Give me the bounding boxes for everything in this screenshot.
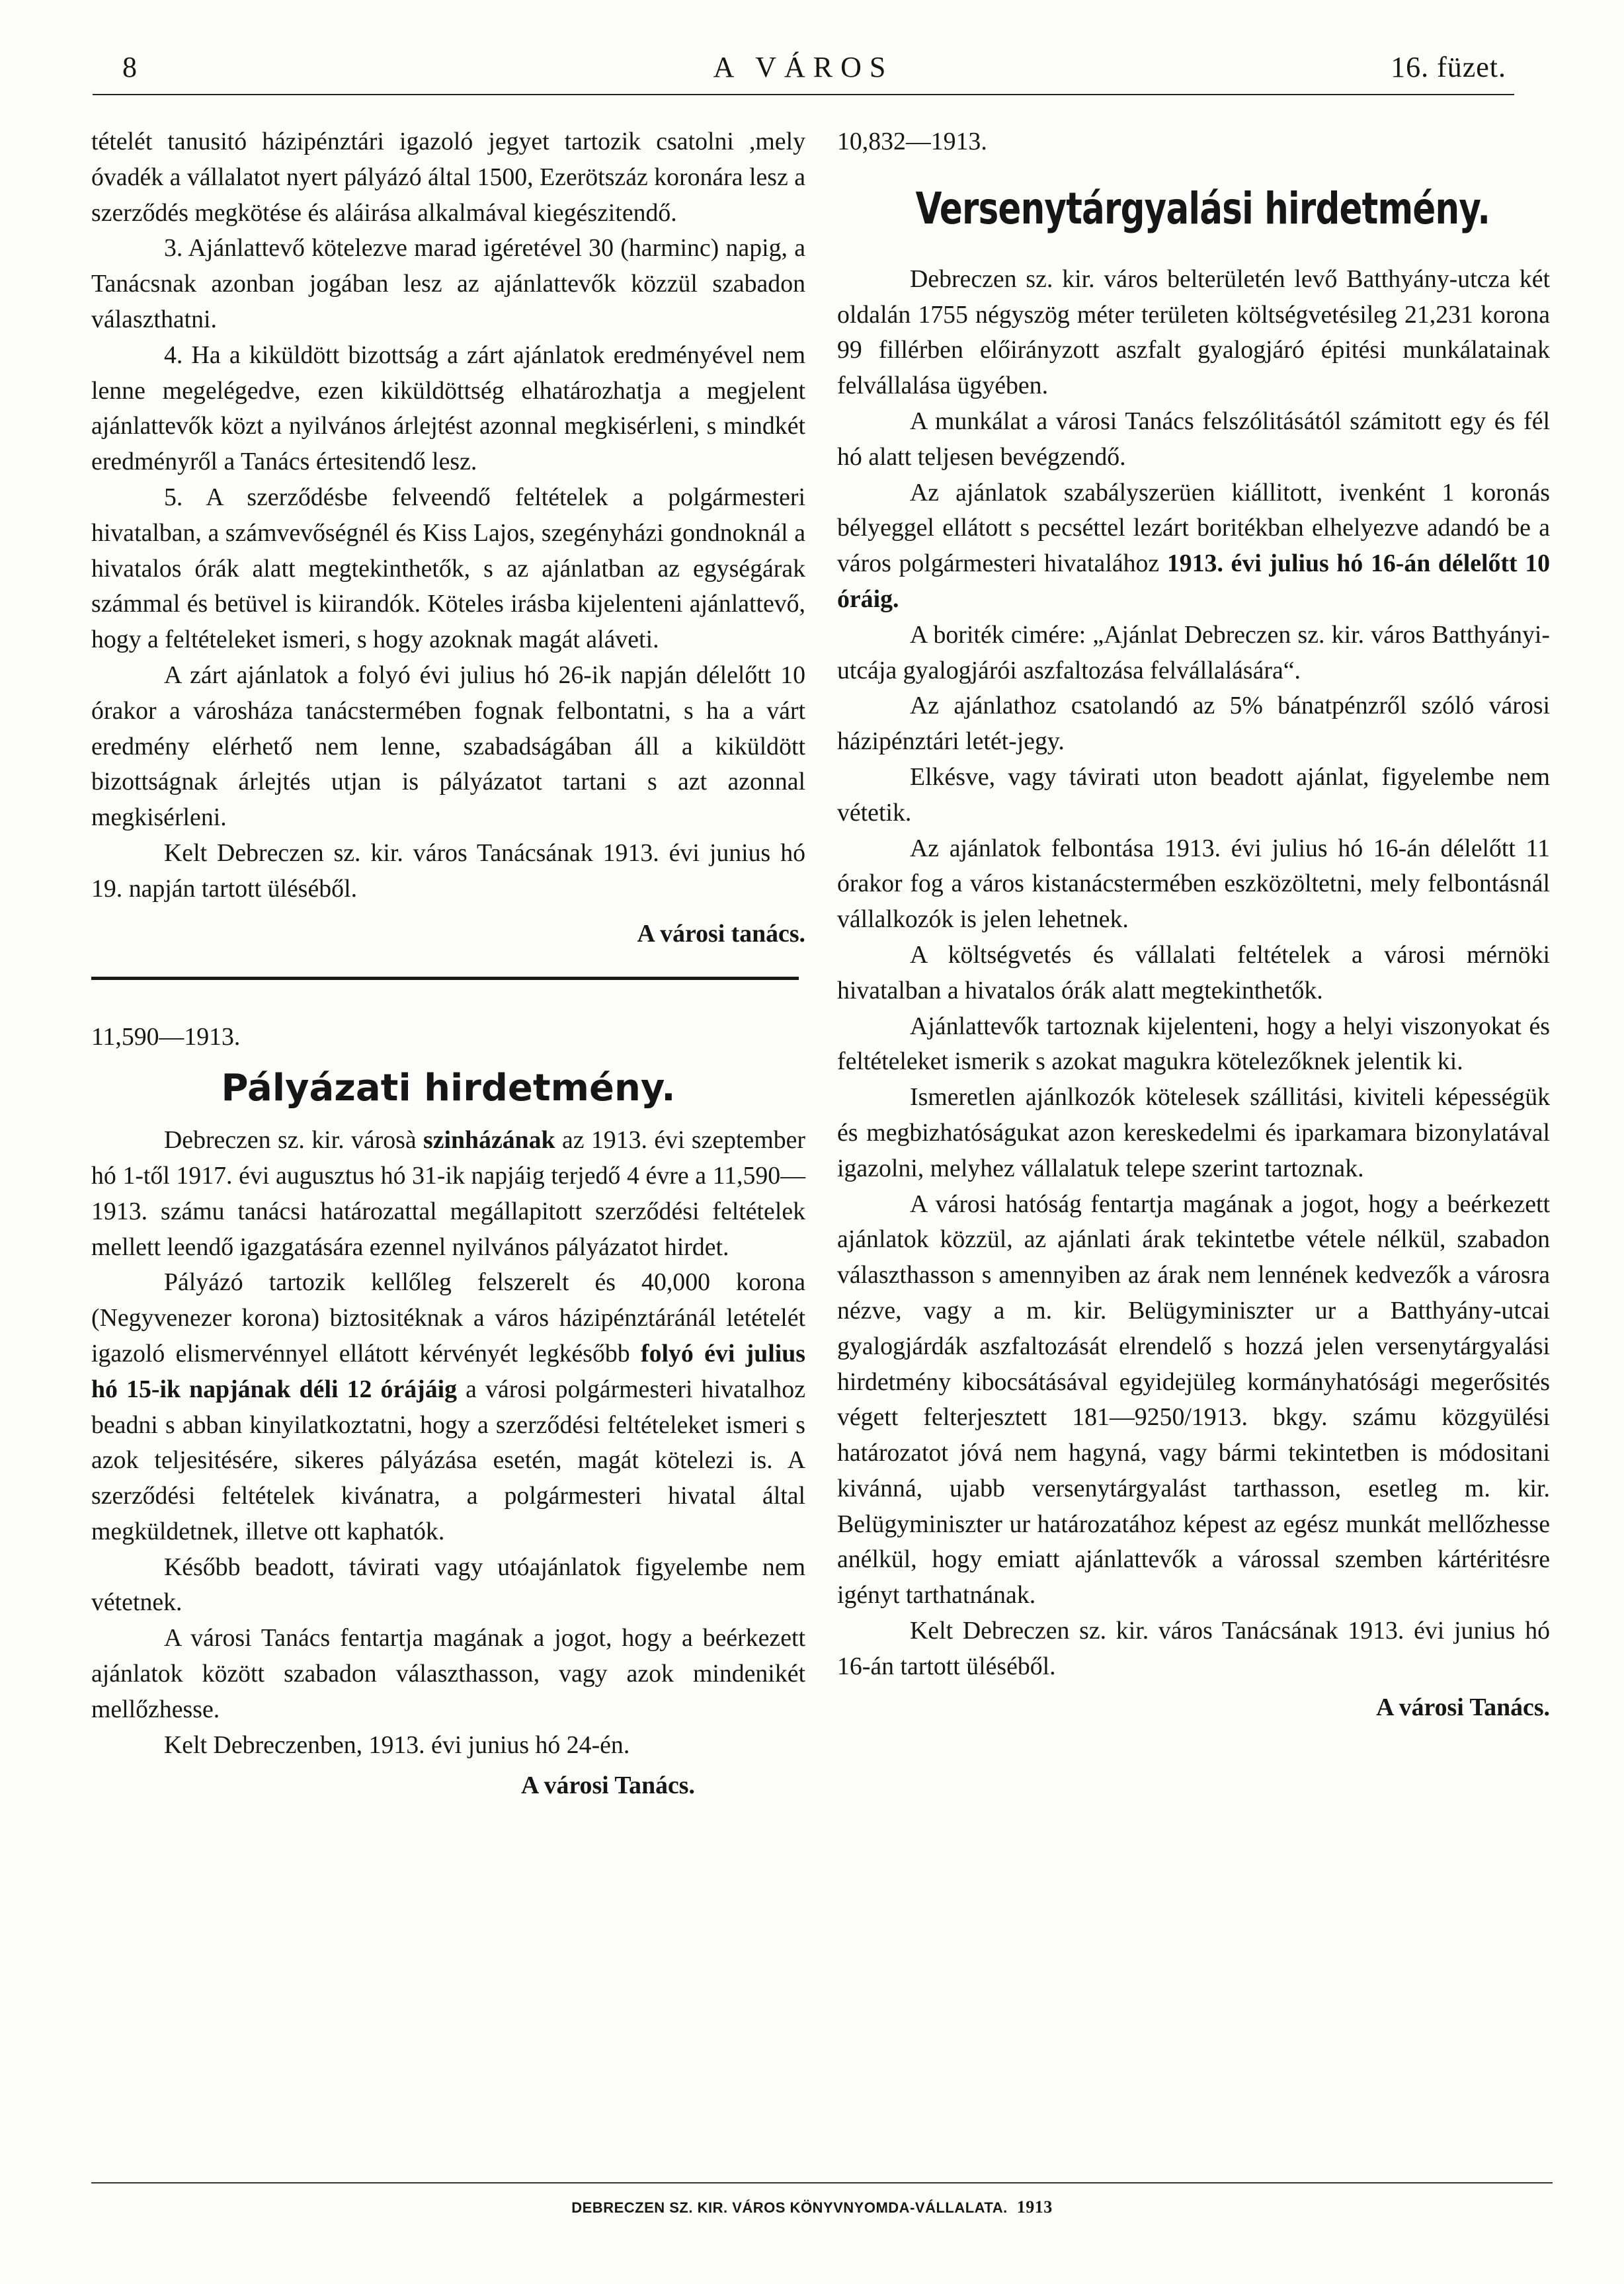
paragraph: tételét tanusitó házipénztári igazoló jegyet tartozik csatolni ,mely óvadék a vállalatot nyert pályázó által 1500, Ezerötszáz koronára lesz a szerződés megkötése és aláirása alkalmával kiegészitendő. (91, 128, 805, 227)
paragraph (837, 475, 1550, 618)
text-run: Debreczen sz. kir. városà (164, 1126, 424, 1155)
text-run: az 1913. évi szeptember hó 1-től 1917. évi augusztus hó 31-ik napjáig terjedő 4 évre a 11,590—1913. számu tanácsi határozattal megállapitott szerződési feltételek mellett leendő igazgatására ezennel nyilvános pályázatot hirdet. (91, 1126, 805, 1261)
section-divider (91, 977, 799, 980)
bold-text: szinházának (423, 1126, 555, 1155)
right-column (837, 124, 1550, 1725)
paragraph: Debreczen sz. kir. város belterületén levő Batthyány-utcza két oldalán 1755 négyszög méter területen költségvetésileg 21,231 korona 99 fillérben előirányzott aszfalt gyalogjáró épitési munkálatainak felvállalása ügyében. (837, 265, 1550, 400)
paragraph: A zárt ajánlatok a folyó évi julius hó 26-ik napján délelőtt 10 órakor a városháza tanácstermében fognak felbontatni, s ha a várt eredmény elérhető nem lenne, szabadságában áll a kiküldött bizottságnak árlejtés utjan is pályázatot tartani s azt azonnal megkisérleni. (91, 661, 805, 832)
notice-heading: Pályázati hirdetmény. (221, 1067, 676, 1110)
text-run: Az ajánlatok szabályszerüen kiállitott, ivenként 1 koronás bélyeggel ellátott s pecséttel lezárt boritékban elhelyezve adandó be a város polgármesteri hivatalához (837, 478, 1550, 578)
paragraph: Kelt Debreczen sz. kir. város Tanácsának 1913. évi junius hó 16-án tartott üléséből. (837, 1617, 1550, 1680)
paragraph: 4. Ha a kiküldött bizottság a zárt ajánlatok eredményével nem lenne megelégedve, ezen kiküldöttség elhatározhatja a megjelent ajánlattevők közt a nyilvános árlejtést azonnal megkisérleni, s mindkét eredményről a Tanács értesitendő lesz. (91, 341, 805, 476)
paragraph: Ismeretlen ajánlkozók kötelesek szállitási, kiviteli képességük és megbizhatóságukat azon kereskedelmi és iparkamara bizonylatával igazolni, melyhez vállalatuk telepe szerint tartoznak. (837, 1083, 1550, 1182)
paragraph: 3. Ajánlattevő kötelezve marad igéretével 30 (harminc) napig, a Tanácsnak azonban jogában lesz az ajánlattevők közzül szabadon választhatni. (91, 234, 805, 333)
paragraph: A városi Tanács fentartja magának a jogot, hogy a beérkezett ajánlatok között szabadon választhasson, vagy azok mindenikét mellőzhesse. (91, 1624, 805, 1723)
paragraph: Kelt Debreczen sz. kir. város Tanácsának 1913. évi junius hó 19. napján tartott üléséből. (91, 838, 805, 903)
paragraph: Később beadott, távirati vagy utóajánlatok figyelembe nem vétetnek. (91, 1553, 805, 1617)
signature: A városi Tanács. (521, 1772, 695, 1800)
paragraph: A költségvetés és vállalati feltételek a városi mérnöki hivatalban a hivatalos órák alatt megtekinthetők. (837, 940, 1550, 1004)
issue-number: 16. füzet. (1391, 51, 1506, 83)
journal-title: A VÁROS (713, 51, 894, 83)
notice-heading: Versenytárgyalási hirdetmény. (915, 183, 1490, 234)
paragraph: Kelt Debreczenben, 1913. évi junius hó 24-én. (164, 1731, 630, 1759)
paragraph: A boriték cimére: „Ajánlat Debreczen sz. kir. város Batthyányi-utcája gyalogjárói aszfaltozása felvállalására“. (837, 620, 1550, 684)
printer-colophon (0, 2197, 1624, 2217)
text-run: a városi polgármesteri hivatalhoz beadni s abban kinyilatkoztatni, hogy a szerződési feltételeket ismeri s azok teljesitésére, sikeres pályázása esetén, magát kötelezi is. A szerződési feltételek kivánatra, a polgármesteri hivatal által megküldetnek, illetve ott kaphatók. (91, 1375, 805, 1545)
notice-number: 11,590—1913. (91, 1023, 241, 1051)
paragraph (91, 1265, 805, 1549)
print-year: 1913 (1016, 2197, 1053, 2217)
paragraph: Ajánlattevők tartoznak kijelenteni, hogy a helyi viszonyokat és feltételeket ismerik s azokat magukra kötelezőknek jelentik ki. (837, 1012, 1550, 1076)
text-run: Pályázó tartozik kellőleg felszerelt és 40,000 korona (Negyvenezer korona) biztositéknak a város házipénztáránál letételét igazoló elismervénnyel ellátott kérvényét legkésőbb (91, 1268, 805, 1367)
paragraph: A munkálat a városi Tanács felszólitásától számitott egy és fél hó alatt teljesen bevégzendő. (837, 407, 1550, 471)
paragraph: A városi hatóság fentartja magának a jogot, hogy a beérkezett ajánlatok közzül, az ajánlati árak tekintetbe vétele nélkül, szabadon választhasson s amennyiben az árak nem lennének kedvezők a városra nézve, vagy a m. kir. Belügyminiszter ur a Batthyány-utcai gyalogjárdák aszfaltozását elrendelő s hozzá jelen versenytárgyalási hirdetmény kibocsátásával egyidejüleg kormányhatósági megerősités végett felterjesztett 181—9250/1913. bkgy. számu közgyülési határozatot jóvá nem hagyná, vagy bármi tekintetben is módositani kivánná, ujabb versenytárgyalást tarthasson, esetleg m. kir. Belügyminiszter ur határozatához képest az egész munkát mellőzhesse anélkül, hogy emiatt ajánlattevők a várossal szemben kártéritésre igényt tarthatnának. (837, 1190, 1550, 1610)
paragraph (91, 1123, 805, 1265)
bold-text: folyó évi julius hó 15-ik napjának déli 12 órájáig (91, 1339, 805, 1403)
bold-text: 1913. évi julius hó 16-án délelőtt 10 óráig. (837, 550, 1550, 613)
page-number: 8 (122, 51, 138, 83)
paragraph: Az ajánlatok felbontása 1913. évi julius hó 16-án délelőtt 11 órakor fog a város kistanácstermében eszközöltetni, mely felbontásnál vállalkozók is jelen lehetnek. (837, 834, 1550, 934)
paragraph: Az ajánlathoz csatolandó az 5% bánatpénzről szóló városi házipénztári letét-jegy. (837, 692, 1550, 756)
page-header (93, 44, 1514, 95)
paragraph: 5. A szerződésbe felveendő feltételek a polgármesteri hivatalban, a számvevőségnél és Kiss Lajos, szegényházi gondnoknál a hivatalos órák alatt megtekinthetők, s az ajánlatban az egységárak számmal és betüvel is kiirandók. Köteles irásba kijelenteni ajánlattevő, hogy a feltételeket ismeri, s hogy azoknak magát aláveti. (91, 483, 805, 654)
notice-number: 10,832—1913. (837, 128, 987, 155)
signature: A városi Tanács. (1376, 1693, 1550, 1721)
left-column (91, 124, 805, 1804)
footer-rule (91, 2182, 1553, 2183)
signature: A városi tanács. (637, 919, 805, 948)
paragraph: Elkésve, vagy távirati uton beadott ajánlat, figyelembe nem vétetik. (837, 762, 1550, 827)
printer-name: DEBRECZEN SZ. KIR. VÁROS KÖNYVNYOMDA-VÁLLALATA. (571, 2199, 1008, 2216)
